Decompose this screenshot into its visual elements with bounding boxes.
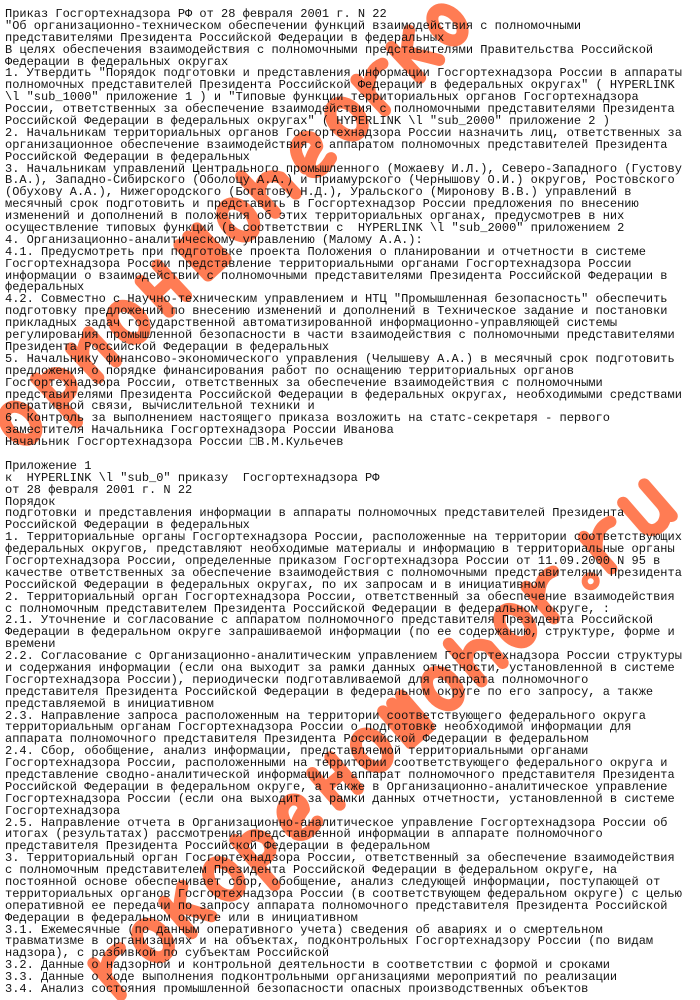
appendix-line: Порядок [5,494,56,509]
order-line: 2. Начальникам территориальных органов Госгортехнадзора России назначить лиц, ответственных за [5,125,682,140]
appendix-line: к HYPERLINK \l "sub_0" приказу Госгортехнадзора РФ [5,470,380,485]
appendix-line: итогах (результатах) рассмотрения представленной информации в аппарате полномочного [5,827,603,842]
appendix-line: 2.2. Согласование с Организационно-аналитическим управлением Госгортехнадзора России структуры [5,649,682,664]
order-line: "Об организационно-техническом обеспечении функций взаимодействия с полномочными [5,18,582,33]
order-line: Федерации в федеральных округах [5,54,229,69]
order-line: 4.2. Совместно с Научно-техническим управлением и НТЦ "Промышленная безопасность" обеспечить [5,292,668,307]
appendix-line: качестве ответственных за обеспечение взаимодействия с полномочными представителями Президента [5,565,682,580]
order-line: месячный срок подготовить и представить в Госгортехнадзор России предложения по внесению [5,197,639,212]
order-line: В целях обеспечения взаимодействия с полномочными представителями Правительства Российской [5,42,654,57]
order-line: подготовку предложений по внесению изменений и дополнений в Техническое задание и постановки [5,304,668,319]
order-line: России, ответственных за обеспечение взаимодействия с полномочными представителями Президента [5,102,675,117]
appendix-line: 2. Территориальный орган Госгортехнадзора России, ответственный за обеспечение взаимодействия [5,589,675,604]
appendix-line: 3. Территориальный орган Госгортехнадзора России, ответственный за обеспечение взаимодействия [5,851,675,866]
appendix-line: 1. Территориальные органы Госгортехнадзора России, расположенные на территории соответствующих [5,530,682,545]
appendix-line: Российской Федерации в федеральных [5,518,250,533]
appendix-line: 2.1. Уточнение и согласование с аппаратом полномочного представителя Президента Российской [5,613,654,628]
order-line: Российской Федерации в федеральных округах" ( HYPERLINK \l "sub_2000" приложение 2 ) [5,114,610,129]
order-line: 5. Начальнику финансово-экономического управления (Челышеву А.А.) в месячный срок подготовить [5,351,675,366]
order-line: организационное обеспечение взаимодействия с аппаратом полномочных представителей Президента [5,137,668,152]
appendix-line: федеральных округов, представляют необходимые материалы и информацию в территориальные органы [5,542,675,557]
appendix-line: представителя Президента Российской Федерации в федеральном округе по его запросу, а также [5,684,654,699]
order-line: прикладных задач государственной автоматизированной информационно-управляющей системы [5,316,618,331]
appendix-line: подготовки и представления информации в аппараты полномочных представителей Президента [5,506,625,521]
appendix-line: Госгортехнадзора России, определенные приказом Госгортехнадзора России от 11.09.2000 N 95 в [5,553,661,568]
appendix-line: Российской Федерации в федеральном округе, а также в Организационно-аналитическое управление [5,779,668,794]
order-line: информации о взаимодействии с полномочными представителями Президента Российской Федерации в [5,268,668,283]
appendix-line: Федерации в федеральном округе или в инициативном [5,910,358,925]
appendix-line: Госгортехнадзора России, расположенными на территории соответствующего федерального округа и [5,756,668,771]
order-line: 1. Утвердить "Порядок подготовки и представления информации Госгортехнадзора России в аппараты [5,66,682,81]
appendix-line: с полномочным представителем Президента Российской Федерации в федеральном округе, : [5,601,610,616]
order-line: (Обухову А.А.), Нижегородского (Богатову Н.Д.), Уральского (Миронову В.В.) управлений в [5,185,632,200]
order-line: Российской Федерации в федеральных [5,149,250,164]
appendix-line: 2.4. Сбор, обобщение, анализ информации, представляемой территориальными органами [5,744,589,759]
appendix-line: 3.4. Анализ состояния промышленной безопасности опасных производственных объектов [5,982,589,997]
appendix-line: времени [5,637,56,652]
order-line: изменений и дополнений в положения об этих территориальных органах, предусмотрев в них [5,209,625,224]
appendix-line: 3.2. Данные о надзорной и контрольной деятельности в соответствии с формой и сроками [5,958,610,973]
order-line: заместителя Начальника Госгортехнадзора России Иванова [5,423,394,438]
blank-line [5,449,700,461]
appendix-line: территориальных органов Госгортехнадзора России (в соответствующем федеральном округе) с целью [5,886,682,901]
appendix-line: 3.3. Данные о ходе выполнения подконтрольными организациями мероприятий по реализации [5,970,618,985]
appendix-line: травматизме в организациях и на объектах, подконтрольных Госгортехнадзору России (по видам [5,934,654,949]
appendix-line: Госгортехнадзора России (если она выходит за рамки данных отчетности, установленной в системе [5,791,675,806]
order-line: 4. Организационно-аналитическому управлению (Малому А.А.): [5,232,423,247]
order-section [5,9,700,449]
order-line: представителями Президента Российской Федерации в федеральных округах, необходимыми средствами [5,387,682,402]
appendix-line: оперативной ее передачи по запросу аппарата полномочного представителя Президента Российской [5,898,668,913]
order-line: \l "sub_1000" приложение 1 ) и "Типовые функции территориальных органов Госгортехнадзора [5,90,639,105]
appendix-heading: Приложение 1 [5,458,92,473]
appendix-line: 2.5. Направление отчета в Организационно-аналитическое управление Госгортехнадзора России об [5,815,668,830]
order-line: представителями Президента Российской Федерации в федеральных [5,30,445,45]
order-line: 3. Начальникам управлений Центрального промышленного (Можаеву И.Л.), Северо-Западного (Густову [5,161,682,176]
appendix-line: 3.1. Ежемесячные (по данным оперативного учета) сведения об авариях и о смертельном [5,922,603,937]
order-line: федеральных [5,280,85,295]
order-line: осуществление типовых функций (в соответствии с HYPERLINK \l "sub_2000" приложением 2 [5,221,625,236]
appendix-line: Российской Федерации в федеральных округах, по их запросам и в инициативном [5,577,546,592]
appendix-line: аппарата полномочного представителя Президента Российской Федерации в федеральном [5,732,589,747]
order-line: регулирования промышленной безопасности в части взаимодействия с полномочными представителями [5,328,675,343]
order-line: предложения о порядке финансирования работ по оснащению территориальных органов [5,363,574,378]
order-heading: Приказ Госгортехнадзора РФ от 28 февраля 2001 г. N 22 [5,7,387,21]
appendix-line: представление сводно-аналитической информации в аппарат полномочного представителя Президента [5,768,675,782]
appendix-line: Госгортехнадзора России), периодически подготавливаемой для аппарата полномочного [5,672,589,687]
order-line: 4.1. Предусмотреть при подготовке проекта Положения о планировании и отчетности в системе [5,244,646,259]
appendix-line: надзора), с разбивкой по субъектам Российской [5,946,330,961]
appendix-line: 2.3. Направление запроса расположенным на территории соответствующего федерального округа [5,708,646,723]
order-line: Госгортехнадзора России представление территориальными органами Госгортехнадзора России [5,256,632,271]
appendix-section [5,458,700,997]
order-line: Президента Российской Федерации в федеральных [5,339,330,354]
appendix-line: Федерации в федеральном округе запрашиваемой информации (по ее содержанию, структуре, форме и [5,625,675,640]
appendix-line: представителя Президента Российской Федерации в федеральном [5,839,430,854]
order-line: В.А.), Западно-Сибирского (Оболоцу А.А.) и Приамурского (Чернышову О.И.) округов, Ростовского [5,173,675,188]
appendix-line: Госгортехнадзора [5,803,121,818]
order-line: Начальник Госгортехнадзора России □В.М.Кульечев [5,435,344,450]
appendix-line: от 28 февраля 2001 г. N 22 [5,482,193,497]
order-line: полномочных представителей Президента Российской Федерации в федеральных округах" ( HYPERLINK [5,78,675,93]
appendix-line: представляемой в инициативном [5,696,214,711]
appendix-line: постоянной основе обеспечивает сбор, обобщение, анализ следующей информации, поступающей от [5,875,661,890]
order-line: 6. Контроль за выполнением настоящего приказа возложить на статс-секретаря - первого [5,411,610,426]
appendix-line: территориальным органам Госгортехнадзора России о подготовке необходимой информации для [5,720,632,735]
appendix-line: с полномочным представителем Президента Российской Федерации в федеральном округе, на [5,863,618,878]
appendix-line: и содержания информации (если она выходит за рамки данных отчетности, установленной в системе [5,660,675,675]
order-line: Госгортехнадзора России, ответственных за обеспечение взаимодействия с полномочными [5,375,603,390]
order-line: оперативной связи, вычислительной техники и [5,399,315,414]
